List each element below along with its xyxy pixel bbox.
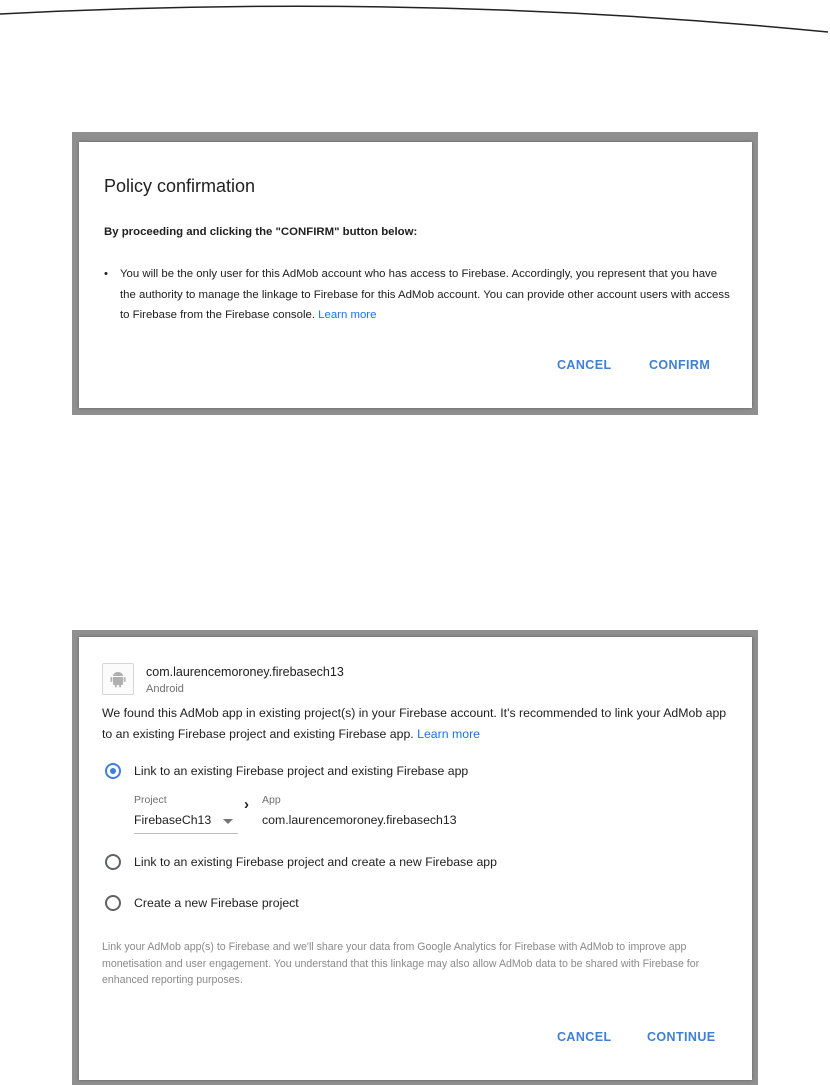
app-package-name: com.laurencemoroney.firebasech13 — [146, 665, 344, 679]
confirm-button[interactable]: CONFIRM — [649, 358, 711, 372]
app-field-label: App — [262, 794, 281, 806]
policy-bullet-text — [120, 264, 734, 326]
radio-existing-project-new-app[interactable] — [105, 854, 121, 870]
android-icon — [102, 663, 134, 695]
radio-existing-project-existing-app[interactable] — [105, 763, 121, 779]
chevron-right-icon: › — [244, 796, 249, 813]
option-label-new-project[interactable]: Create a new Firebase project — [134, 896, 299, 910]
radio-new-project[interactable] — [105, 895, 121, 911]
dialog-lead-text: By proceeding and clicking the "CONFIRM" button below: — [104, 226, 418, 238]
page-edge-curve — [0, 0, 830, 40]
app-field-value: com.laurencemoroney.firebasech13 — [262, 813, 457, 827]
cancel-button[interactable]: CANCEL — [557, 358, 612, 372]
link-description-body: We found this AdMob app in existing project(s) in your Firebase account. It's recommended to link your AdMob app to an existing Firebase project and existing Firebase app. — [102, 706, 727, 741]
dialog-title: Policy confirmation — [104, 176, 256, 196]
policy-bullet-body: You will be the only user for this AdMob account who has access to Firebase. Accordingly, you represent that you have the authority to manage the linkage to Firebase for this AdMob account. You can provide other account users with access to Firebase from the Firebase console. — [120, 268, 730, 321]
policy-bullet — [104, 264, 734, 326]
project-select-underline — [134, 833, 238, 834]
policy-confirmation-dialog — [79, 142, 752, 408]
learn-more-link[interactable]: Learn more — [318, 309, 377, 321]
app-platform: Android — [146, 683, 184, 695]
project-field-label: Project — [134, 794, 167, 806]
learn-more-link[interactable]: Learn more — [417, 726, 481, 741]
link-firebase-dialog — [79, 637, 752, 1080]
option-label-new-app[interactable]: Link to an existing Firebase project and create a new Firebase app — [134, 855, 497, 869]
project-select[interactable]: FirebaseCh13 — [134, 813, 212, 827]
data-sharing-notice: Link your AdMob app(s) to Firebase and we'll share your data from Google Analytics for Firebase with AdMob to improve app monetisation and user engagement. You understand that this linkage may also allow AdMob data to be shared with Firebase for enhanced reporting purposes. — [102, 941, 700, 986]
chevron-down-icon[interactable] — [223, 819, 233, 824]
continue-button[interactable]: CONTINUE — [647, 1030, 716, 1044]
cancel-button[interactable]: CANCEL — [557, 1030, 612, 1044]
link-description — [102, 703, 732, 744]
option-label-existing-app[interactable]: Link to an existing Firebase project and existing Firebase app — [134, 764, 469, 778]
bullet-dot: • — [104, 268, 108, 280]
